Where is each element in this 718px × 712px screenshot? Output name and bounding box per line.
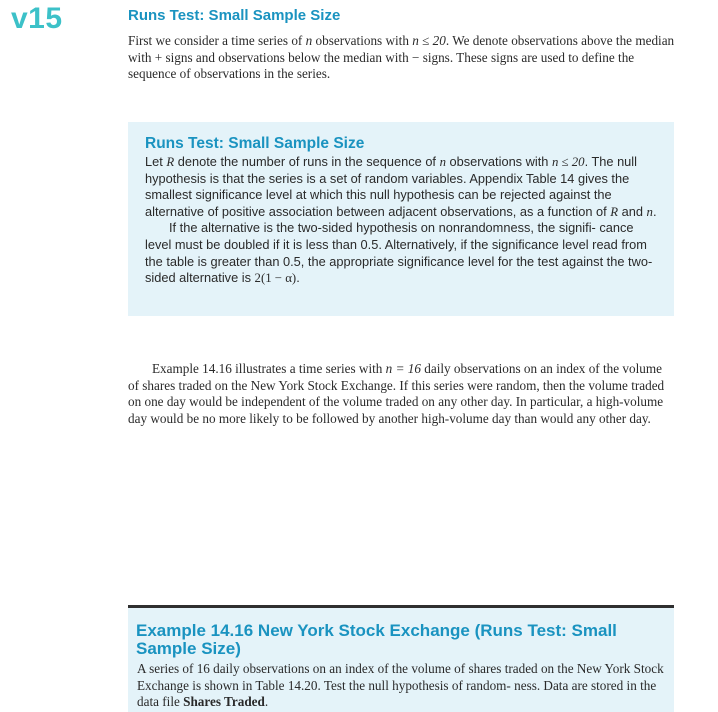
data-file-name: Shares Traded	[183, 694, 265, 710]
video-marker: v15	[11, 2, 63, 35]
definition-title: Runs Test: Small Sample Size	[145, 135, 365, 152]
example-body: A series of 16 daily observations on an index of the volume of shares traded on the New York Stock Exchange is shown in Table 14.20. Test the null hypothesis of random- ness. Data are stored in the data file Shares Traded.	[137, 661, 664, 710]
section-title: Runs Test: Small Sample Size	[128, 7, 341, 24]
example-intro-paragraph: Example 14.16 illustrates a time series with n = 16 daily observations on an index of the volume of shares traded on the New York Stock Exchange. If this series were random, then the volume traded on one day would be independent of the volume traded on any other day. In particular, a high-volume day would be no more likely to be followed by another high-volume day than would any other day.	[128, 361, 665, 426]
intro-paragraph: First we consider a time series of n observations with n ≤ 20. We denote observations above the median with + signs and observations below the median with − signs. These signs are used to define the sequence of observations in the series.	[128, 33, 675, 82]
example-title: Example 14.16 New York Stock Exchange (Runs Test: Small Sample Size)	[136, 621, 617, 658]
definition-box	[128, 122, 674, 316]
definition-body: Let R denote the number of runs in the sequence of n observations with n ≤ 20. The null hypothesis is that the series is a set of random variables. Appendix Table 14 gives the smallest significance level at which this null hypothesis can be rejected against the alternative of positive association between adjacent observations, as a function of R and n. If the alternative is the two-sided hypothesis on nonrandomness, the signifi- cance level must be doubled if it is less than 0.5. Alternatively, if the significance level read from the table is greater than 0.5, the appropriate significance level for the test against the two-sided alternative is 2(1 − α).	[145, 154, 657, 286]
example-box	[128, 608, 674, 712]
